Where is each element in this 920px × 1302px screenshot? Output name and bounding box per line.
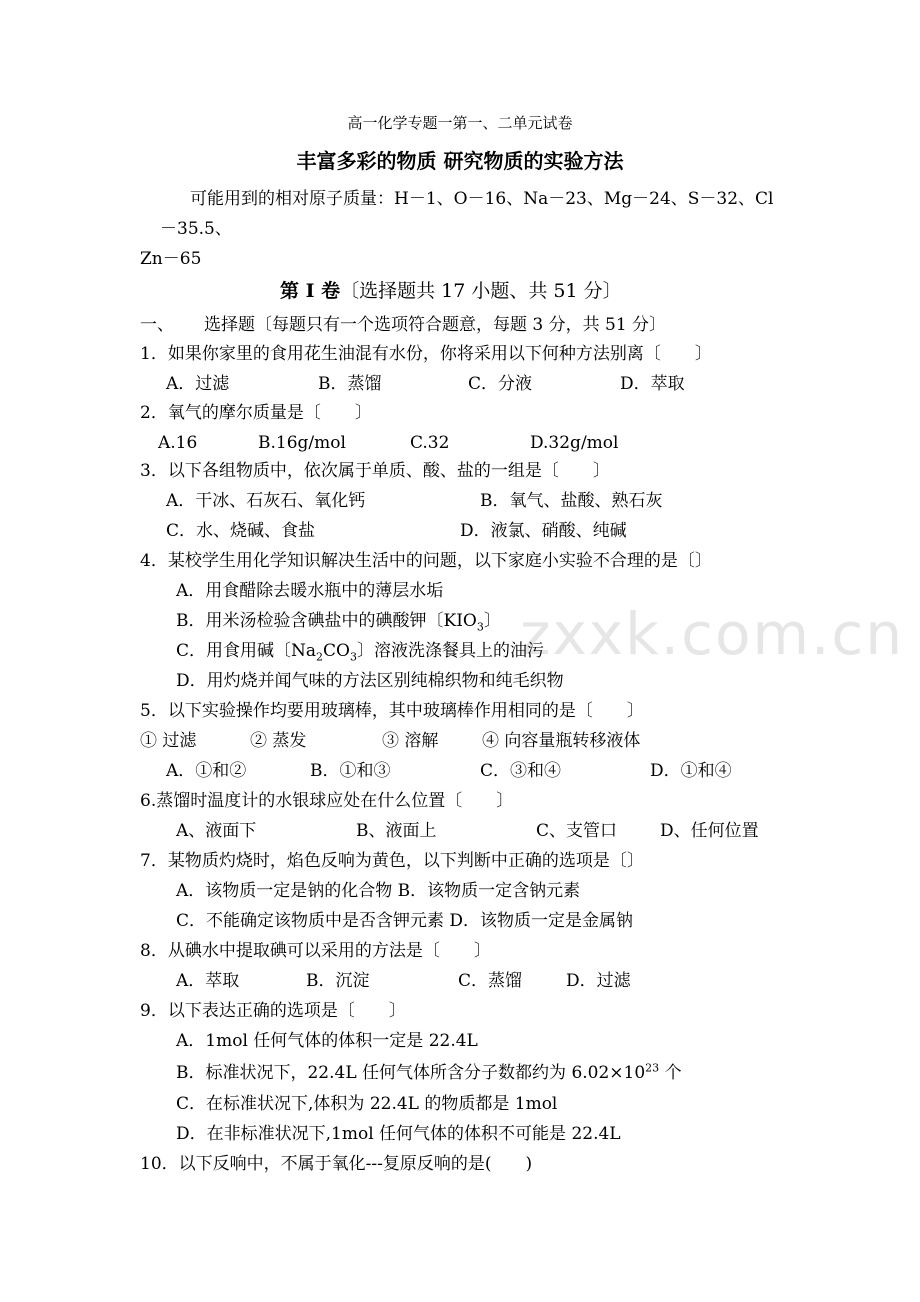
atomic-mass-line-1: 可能用到的相对原子质量：H－1、O－16、Na－23、Mg－24、S－32、Cl [190,189,774,209]
q3-option-c: C．水、烧碱、食盐 [166,521,316,541]
q4-option-d: D．用灼烧并闻气味的方法区别纯棉织物和纯毛织物 [176,671,564,691]
q8-option-d: D．过滤 [566,971,631,991]
q5-option-c: C．③和④ [480,761,562,781]
q5-item-2: ② 蒸发 [250,731,307,751]
q9-option-b [176,1062,682,1084]
q9-option-c: C．在标准状况下,体积为 22.4L 的物质都是 1mol [176,1094,558,1114]
q6-option-a: A、液面下 [176,821,257,841]
q3-option-d: D．液氯、硝酸、纯碱 [460,521,627,541]
q5-stem: 5．以下实验操作均要用玻璃棒，其中玻璃棒作用相同的是〔 〕 [140,701,644,721]
watermark: zxxk.com.cn [520,600,905,668]
q2-option-c: C.32 [410,433,450,453]
q9-option-d: D．在非标准状况下,1mol 任何气体的体积不可能是 22.4L [176,1124,621,1144]
section-title [280,280,622,302]
q4-option-c-sub2: 3 [349,650,357,664]
q5-item-3: ③ 溶解 [382,731,439,751]
q4-option-b-tail: 〕 [483,611,501,631]
q4-option-b [176,610,501,632]
q3-stem: 3．以下各组物质中，依次属于单质、酸、盐的一组是〔 〕 [140,461,610,481]
q1-option-c: C．分液 [468,374,533,394]
q8-stem: 8．从碘水中提取碘可以采用的方法是〔 〕 [140,941,491,961]
q10-stem: 10．以下反响中，不属于氧化---复原反响的是( ) [140,1154,533,1174]
q2-option-b: B.16g/mol [258,433,346,453]
q9-option-b-text: B．标准状况下，22.4L 任何气体所含分子数都约为 6.02×10 [176,1063,646,1083]
section-title-bold: 第 I 卷 [280,280,341,302]
q8-option-c: C．蒸馏 [458,971,523,991]
q6-option-c: C、支管口 [536,821,618,841]
q9-stem: 9．以下表达正确的选项是〔 〕 [140,1001,406,1021]
q1-option-d: D．萃取 [620,374,685,394]
q1-stem: 1．如果你家里的食用花生油混有水份，你将采用以下何种方法别离〔 〕 [140,344,712,364]
q4-option-c-mid: CO [323,641,350,661]
section-title-rest: 〔选择题共 17 小题、共 51 分〕 [340,280,622,302]
q8-option-a: A．萃取 [176,971,240,991]
q7-stem: 7．某物质灼烧时，焰色反响为黄色，以下判断中正确的选项是〔〕 [140,851,644,871]
q1-option-b: B．蒸馏 [318,374,382,394]
q5-option-b: B．①和③ [310,761,391,781]
q5-option-a: A．①和② [166,761,247,781]
q7-options-ab: A．该物质一定是钠的化合物 B．该物质一定含钠元素 [176,881,581,901]
instruction-text: 选择题〔每题只有一个选项符合题意，每题 3 分，共 51 分〕 [204,315,667,335]
q5-item-4: ④ 向容量瓶转移液体 [482,731,641,751]
q5-item-1: ① 过滤 [140,731,197,751]
q7-options-cd: C．不能确定该物质中是否含钾元素 D．该物质一定是金属钠 [176,911,634,931]
q4-option-c-tail: 〕溶液洗涤餐具上的油污 [356,641,544,661]
q4-option-c-text: C．用食用碱〔Na [176,641,317,661]
q9-option-b-exponent: 23 [645,1061,660,1075]
q6-option-b: B、液面上 [356,821,437,841]
instruction-number: 一、 [140,315,174,335]
q4-stem: 4．某校学生用化学知识解决生活中的问题，以下家庭小实验不合理的是〔〕 [140,551,712,571]
q3-option-b: B．氧气、盐酸、熟石灰 [480,491,663,511]
q1-option-a: A．过滤 [166,374,230,394]
q4-option-b-text: B．用米汤检验含碘盐中的碘酸钾〔KIO [176,611,477,631]
q8-option-b: B．沉淀 [306,971,370,991]
exam-subtitle: 高一化学专题一第一、二单元试卷 [347,114,573,132]
q5-option-d: D．①和④ [650,761,732,781]
q6-stem: 6.蒸馏时温度计的水银球应处在什么位置〔 〕 [140,791,514,811]
q9-option-a: A．1mol 任何气体的体积一定是 22.4L [176,1031,478,1051]
q4-option-c-sub1: 2 [316,650,324,664]
q2-stem: 2．氧气的摩尔质量是〔 〕 [140,403,372,423]
q4-option-b-sub: 3 [476,620,484,634]
atomic-mass-line-2: －35.5、 [160,219,232,239]
q4-option-a: A．用食醋除去暖水瓶中的薄层水垢 [176,581,444,601]
exam-title: 丰富多彩的物质 研究物质的实验方法 [296,149,624,173]
q6-option-d: D、任何位置 [660,821,759,841]
q3-option-a: A．干冰、石灰石、氧化钙 [166,491,366,511]
atomic-mass-line-3: Zn－65 [140,249,202,269]
q9-option-b-tail: 个 [659,1063,682,1083]
q2-option-a: A.16 [158,433,198,453]
q4-option-c [176,640,544,662]
q2-option-d: D.32g/mol [530,433,619,453]
